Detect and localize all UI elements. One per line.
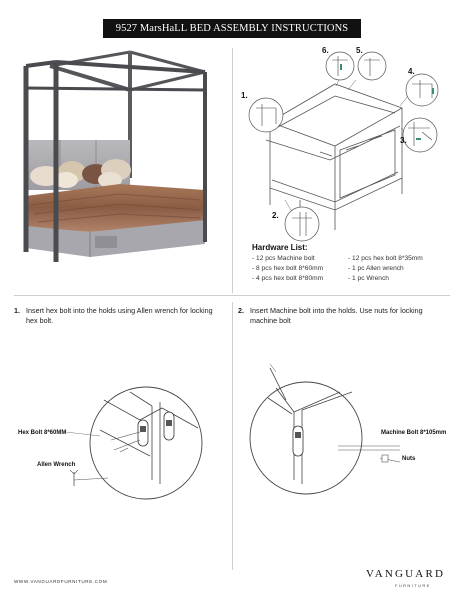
brand-logo: VANGUARD <box>366 568 446 580</box>
hardware-title: Hardware List: <box>252 243 308 252</box>
hardware-item: - 4 pcs hex bolt 8*80mm <box>252 275 324 283</box>
callout-1: 1. <box>241 91 248 100</box>
callout-6: 6. <box>322 46 329 55</box>
step-number: 2. <box>238 306 244 315</box>
step-text: Insert hex bolt into the holds using Allen wrench for locking hex bolt. <box>26 306 213 325</box>
hardware-item: - 1 pc Allen wrench <box>348 265 404 273</box>
callout-4: 4. <box>408 67 415 76</box>
page-title: 9527 MarsHaLL BED ASSEMBLY INSTRUCTIONS <box>103 19 361 38</box>
hardware-item: - 12 pcs hex bolt 8*35mm <box>348 255 423 262</box>
step-number: 1. <box>14 306 20 315</box>
hardware-item: - 1 pc Wrench <box>348 275 389 283</box>
allen-wrench-label: Allen Wrench <box>37 462 76 468</box>
footer-url[interactable]: WWW.VANGUARDFURNITURE.COM <box>14 579 108 584</box>
hardware-item: - 12 pcs Machine bolt <box>252 255 315 262</box>
callout-3: 3. <box>400 136 407 145</box>
step-text: Insert Machine bolt into the holds. Use nuts for locking machine bolt <box>250 306 423 325</box>
callout-2: 2. <box>272 211 279 220</box>
hex-bolt-label: Hex Bolt 8*60MM <box>18 430 67 436</box>
machine-bolt-label: Machine Bolt 8*105mm <box>381 430 447 436</box>
nuts-label: Nuts <box>402 456 416 462</box>
callout-5: 5. <box>356 46 363 55</box>
brand-subtitle: FURNITURE <box>395 583 431 588</box>
hardware-item: - 8 pcs hex bolt 8*60mm <box>252 265 324 273</box>
